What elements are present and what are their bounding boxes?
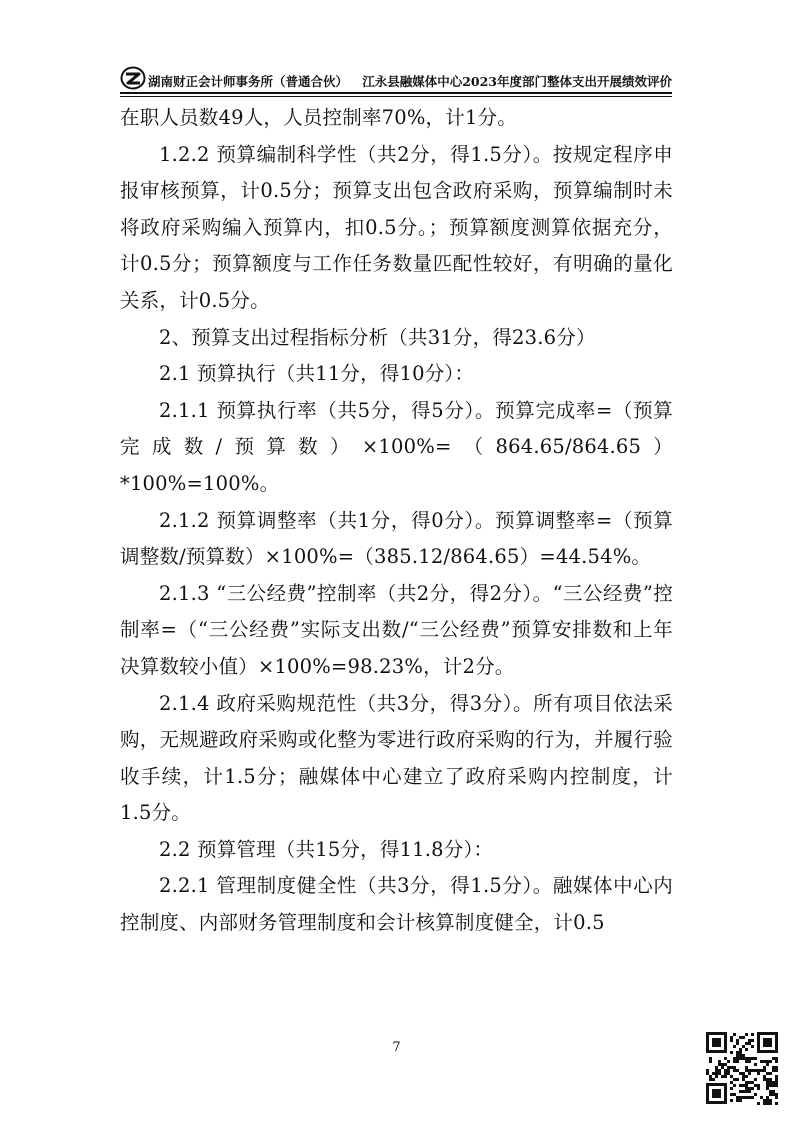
paragraph-2-2: 2.2 预算管理（共15分，得11.8分）： bbox=[159, 837, 494, 861]
paragraph-2-1-1: 2.1.1 预算执行率（共5分，得5分）。预算完成率=（预算完成数/预算数）×100%=（864.65/864.65）*100%=100%。 bbox=[120, 398, 673, 495]
paragraph-staff-control: 在职人员数49人，人员控制率70%，计1分。 bbox=[120, 106, 517, 129]
header-rule-thick bbox=[120, 92, 672, 94]
paragraph-1-2-2: 1.2.2 预算编制科学性（共2分，得1.5分）。按规定程序申报审核预算，计0.5分；预算支出包含政府采购，预算编制时未将政府采购编入预算内，扣0.5分。；预算额度测算依据充分，计0.5分；预算额度与工作任务数量匹配性较好，有明确的量化关系，计0.5分。 bbox=[120, 142, 673, 312]
page-header bbox=[120, 66, 672, 94]
paragraph-section-2: 2、预算支出过程指标分析（共31分，得23.6分） bbox=[159, 325, 596, 349]
paragraph-2-1-3: 2.1.3 “三公经费”控制率（共2分，得2分）。“三公经费”控制率=（“三公经费”实际支出数/“三公经费”预算安排数和上年决算数较小值）×100%=98.23%，计2分。 bbox=[120, 581, 673, 678]
document-body bbox=[120, 100, 673, 942]
header-rule-thin bbox=[120, 96, 672, 97]
paragraph-2-1-2: 2.1.2 预算调整率（共1分，得0分）。预算调整率=（预算调整数/预算数）×100%=（385.12/864.65）=44.54%。 bbox=[120, 508, 673, 569]
paragraph-2-2-1: 2.2.1 管理制度健全性（共3分，得1.5分）。融媒体中心内控制度、内部财务管理制度和会计核算制度健全，计0.5 bbox=[120, 874, 673, 935]
report-title: 江永县融媒体中心2023年度部门整体支出开展绩效评价 bbox=[362, 74, 672, 89]
firm-logo-icon bbox=[120, 66, 146, 90]
paragraph-2-1-4: 2.1.4 政府采购规范性（共3分，得3分）。所有项目依法采购，无规避政府采购或化整为零进行政府采购的行为，并履行验收手续，计1.5分；融媒体中心建立了政府采购内控制度，计1.5分。 bbox=[120, 691, 673, 825]
qr-code-icon bbox=[706, 1032, 778, 1106]
paragraph-2-1: 2.1 预算执行（共11分，得10分）： bbox=[159, 362, 475, 386]
page-number: 7 bbox=[392, 1040, 401, 1055]
firm-name: 湖南财正会计师事务所（普通合伙） bbox=[148, 74, 349, 89]
